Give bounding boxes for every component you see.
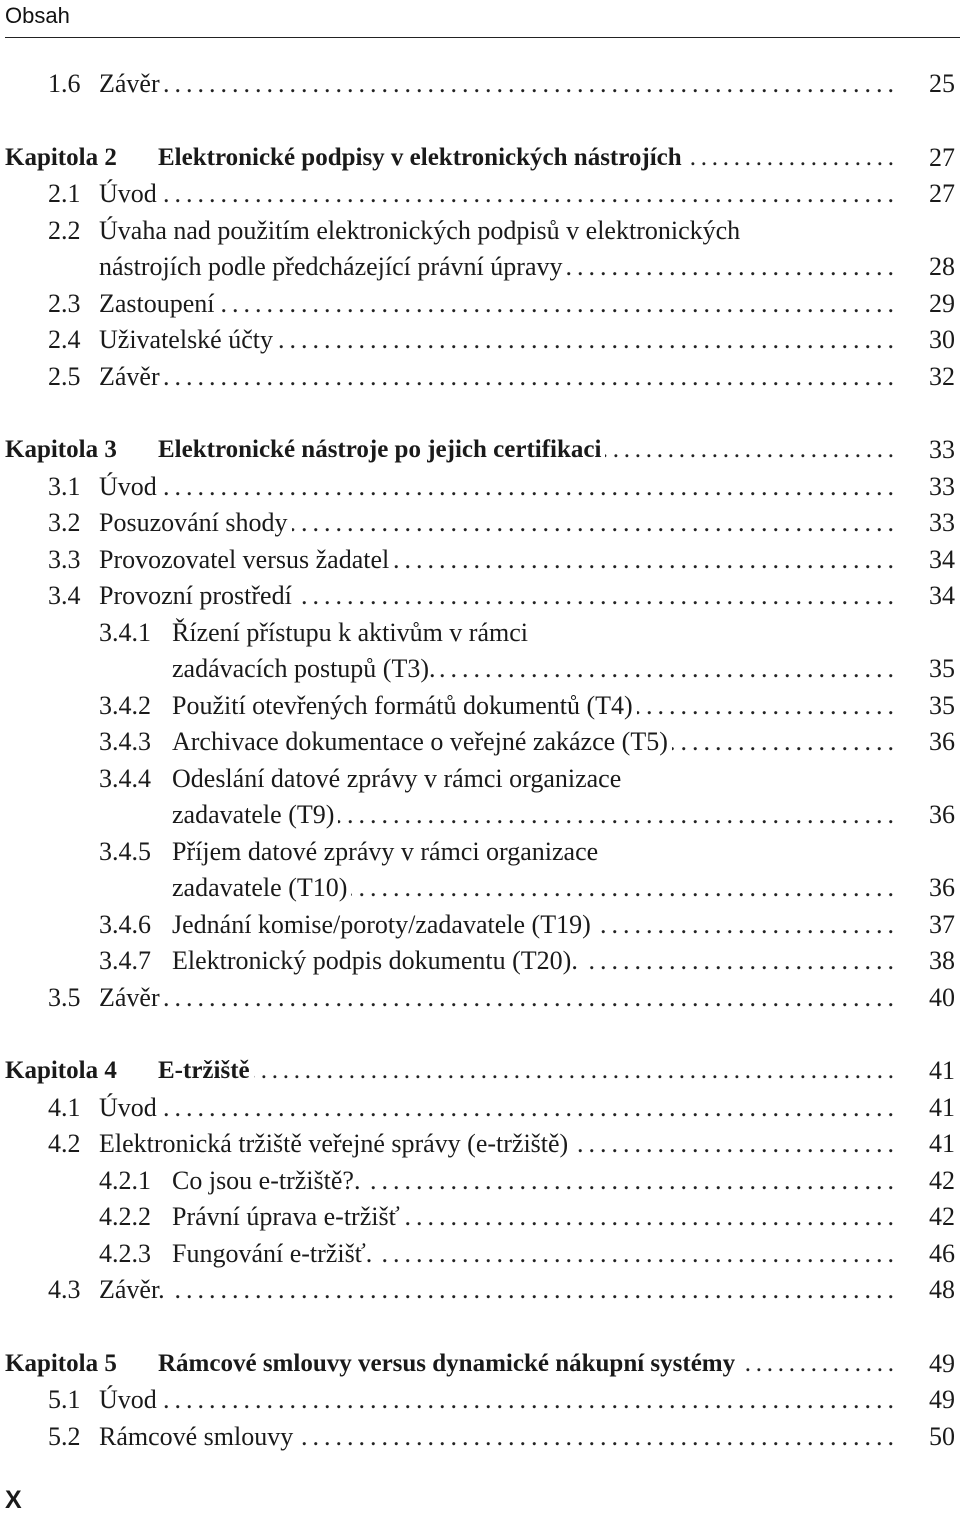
toc-page-number: 35 <box>929 690 955 720</box>
toc-number: 4.2.1 <box>99 1165 151 1195</box>
toc-line <box>0 907 960 943</box>
toc-title: Úvod <box>99 176 161 212</box>
toc-line <box>0 870 960 906</box>
toc-number: 3.4.6 <box>99 909 151 939</box>
toc-page-number: 25 <box>929 69 955 98</box>
toc-number: 3.4.5 <box>99 836 151 866</box>
toc-page-number: 41 <box>929 1056 955 1085</box>
toc-page-number: 49 <box>929 1348 955 1378</box>
toc-number: 2.3 <box>48 288 81 318</box>
toc-line <box>0 322 960 358</box>
toc-line <box>0 1090 960 1126</box>
toc-line <box>0 469 960 505</box>
toc-line <box>0 213 960 249</box>
toc-page-number: 35 <box>929 654 955 683</box>
toc-page-number: 32 <box>929 361 955 391</box>
toc-number: 3.4 <box>48 581 81 610</box>
dot-leader <box>99 1382 894 1418</box>
toc-page-number: 50 <box>929 1421 955 1451</box>
toc-line <box>0 578 960 614</box>
toc-title: Závěr <box>99 359 164 395</box>
toc-number: 3.3 <box>48 544 81 574</box>
page-header <box>0 0 960 40</box>
toc-line <box>0 505 960 541</box>
toc-title: Závěr. <box>99 1272 169 1308</box>
toc-line <box>0 1199 960 1235</box>
toc-page-number: 42 <box>929 1165 955 1195</box>
toc-title: Řízení přístupu k aktivům v rámci <box>172 615 532 651</box>
toc-line <box>0 834 960 870</box>
toc-number: 1.6 <box>48 69 81 98</box>
toc-number: 2.5 <box>48 361 81 391</box>
toc-title: Použití otevřených formátů dokumentů (T4) <box>172 688 637 724</box>
dot-leader <box>99 66 894 102</box>
toc-line <box>0 761 960 797</box>
toc-line <box>0 1382 960 1418</box>
toc-title: Úvod <box>99 1090 161 1126</box>
toc-number: Kapitola 3 <box>5 436 117 463</box>
toc-title: Uživatelské účty <box>99 322 277 358</box>
toc-number: 4.2 <box>48 1129 81 1158</box>
dot-leader <box>158 1053 894 1089</box>
toc-title: Závěr <box>99 980 164 1016</box>
toc-page-number: 33 <box>929 508 955 537</box>
toc-line <box>0 980 960 1016</box>
toc-title: Provozovatel versus žadatel <box>99 542 393 578</box>
toc-number: 4.2.2 <box>99 1202 151 1231</box>
toc-title: Fungování e-tržišť. <box>172 1236 376 1272</box>
toc-line <box>0 286 960 322</box>
toc-page-number: 41 <box>929 1129 955 1158</box>
toc-number: 5.2 <box>48 1421 81 1451</box>
toc-title: Posuzování shody <box>99 505 292 541</box>
toc-page-number: 38 <box>929 946 955 975</box>
dot-leader <box>99 980 894 1016</box>
toc-title: Rámcové smlouvy versus dynamické nákupní systémy <box>158 1346 739 1382</box>
dot-leader <box>99 176 894 212</box>
toc-number: 3.4.3 <box>99 727 151 756</box>
toc-title: Jednání komise/poroty/zadavatele (T19) <box>172 907 595 943</box>
toc-title: Elektronické podpisy v elektronických nástrojích <box>158 140 686 176</box>
toc-title: Provozní prostředí <box>99 578 296 614</box>
toc-number: Kapitola 5 <box>5 1349 117 1377</box>
toc-page-number: 27 <box>929 179 955 208</box>
toc-line <box>0 1236 960 1272</box>
toc-number: 2.1 <box>48 179 81 208</box>
toc-page-number: 34 <box>929 544 955 574</box>
toc-line <box>0 688 960 724</box>
toc-line <box>0 615 960 651</box>
toc-number: 2.2 <box>48 215 81 245</box>
toc-page-number: 42 <box>929 1202 955 1231</box>
toc-number: 4.3 <box>48 1275 81 1304</box>
toc-line <box>0 542 960 578</box>
toc-title: Právní úprava e-tržišť <box>172 1199 404 1235</box>
toc-number: 3.1 <box>48 471 81 501</box>
header-divider <box>5 37 960 38</box>
toc-page-number: 40 <box>929 982 955 1012</box>
dot-leader <box>99 1090 894 1126</box>
toc-title: Úvaha nad použitím elektronických podpisů v elektronických <box>99 213 744 249</box>
toc-title: Úvod <box>99 469 161 505</box>
dot-leader <box>99 1272 894 1308</box>
toc-title: Co jsou e-tržiště?. <box>172 1163 364 1199</box>
toc-title: Elektronické nástroje po jejich certifikaci <box>158 432 605 468</box>
toc-title: Úvod <box>99 1382 161 1418</box>
toc-number: 3.5 <box>48 982 81 1012</box>
toc-title: Příjem datové zprávy v rámci organizace <box>172 834 602 870</box>
toc-line <box>0 249 960 285</box>
toc-line <box>0 1126 960 1162</box>
dot-leader <box>99 359 894 395</box>
toc-number: 3.4.2 <box>99 690 151 720</box>
toc-line <box>0 651 960 687</box>
toc-page-number: 33 <box>929 471 955 501</box>
toc-page-number: 48 <box>929 1275 955 1304</box>
toc-number: 3.2 <box>48 508 81 537</box>
toc-title: zadávacích postupů (T3). <box>172 651 440 687</box>
toc-page-number: 27 <box>929 142 955 172</box>
toc-number: 4.1 <box>48 1092 81 1122</box>
toc-line <box>0 943 960 979</box>
toc-line <box>0 1163 960 1199</box>
toc-title: Závěr <box>99 66 164 102</box>
toc-page-number: 36 <box>929 800 955 829</box>
toc-page-number: 37 <box>929 909 955 939</box>
toc-page-number: 28 <box>929 252 955 281</box>
toc-page-number: 41 <box>929 1092 955 1122</box>
toc-number: 3.4.1 <box>99 617 151 647</box>
toc-line <box>0 1346 960 1382</box>
toc-title: zadavatele (T10) <box>172 870 351 906</box>
page-number-marker: X <box>5 1486 22 1514</box>
toc-line <box>0 724 960 760</box>
page-title: Obsah <box>5 3 70 28</box>
toc-line <box>0 432 960 468</box>
toc-number: 5.1 <box>48 1385 81 1414</box>
toc-page-number: 30 <box>929 325 955 354</box>
toc-number: 3.4.7 <box>99 946 151 975</box>
toc-page-number: 33 <box>929 435 955 464</box>
toc-number: Kapitola 4 <box>5 1057 117 1084</box>
toc-line <box>0 359 960 395</box>
toc-page-number: 29 <box>929 288 955 318</box>
toc-line <box>0 66 960 102</box>
dot-leader <box>99 469 894 505</box>
toc-page-number: 36 <box>929 873 955 902</box>
toc-line <box>0 1053 960 1089</box>
toc-line <box>0 1419 960 1455</box>
toc-title: E-tržiště <box>158 1053 254 1089</box>
toc-page-number: 49 <box>929 1385 955 1414</box>
toc-title: zadavatele (T9) <box>172 797 338 833</box>
toc-page-number: 46 <box>929 1238 955 1268</box>
toc-line <box>0 176 960 212</box>
toc-title: nástrojích podle předcházející právní úpravy <box>99 249 566 285</box>
toc-title: Zastoupení <box>99 286 219 322</box>
toc-title: Archivace dokumentace o veřejné zakázce (T5) <box>172 724 672 760</box>
toc-title: Rámcové smlouvy <box>99 1419 297 1455</box>
toc-page-number: 34 <box>929 581 955 610</box>
toc-page-number: 36 <box>929 727 955 756</box>
toc-number: 3.4.4 <box>99 763 151 793</box>
toc-line <box>0 797 960 833</box>
toc-number: 2.4 <box>48 325 81 354</box>
toc-line <box>0 140 960 176</box>
toc-title: Odeslání datové zprávy v rámci organizace <box>172 761 625 797</box>
toc-title: Elektronický podpis dokumentu (T20). <box>172 943 582 979</box>
toc-line <box>0 1272 960 1308</box>
toc-number: 4.2.3 <box>99 1238 151 1268</box>
toc-title: Elektronická tržiště veřejné správy (e-tržiště) <box>99 1126 572 1162</box>
toc-number: Kapitola 2 <box>5 143 117 171</box>
